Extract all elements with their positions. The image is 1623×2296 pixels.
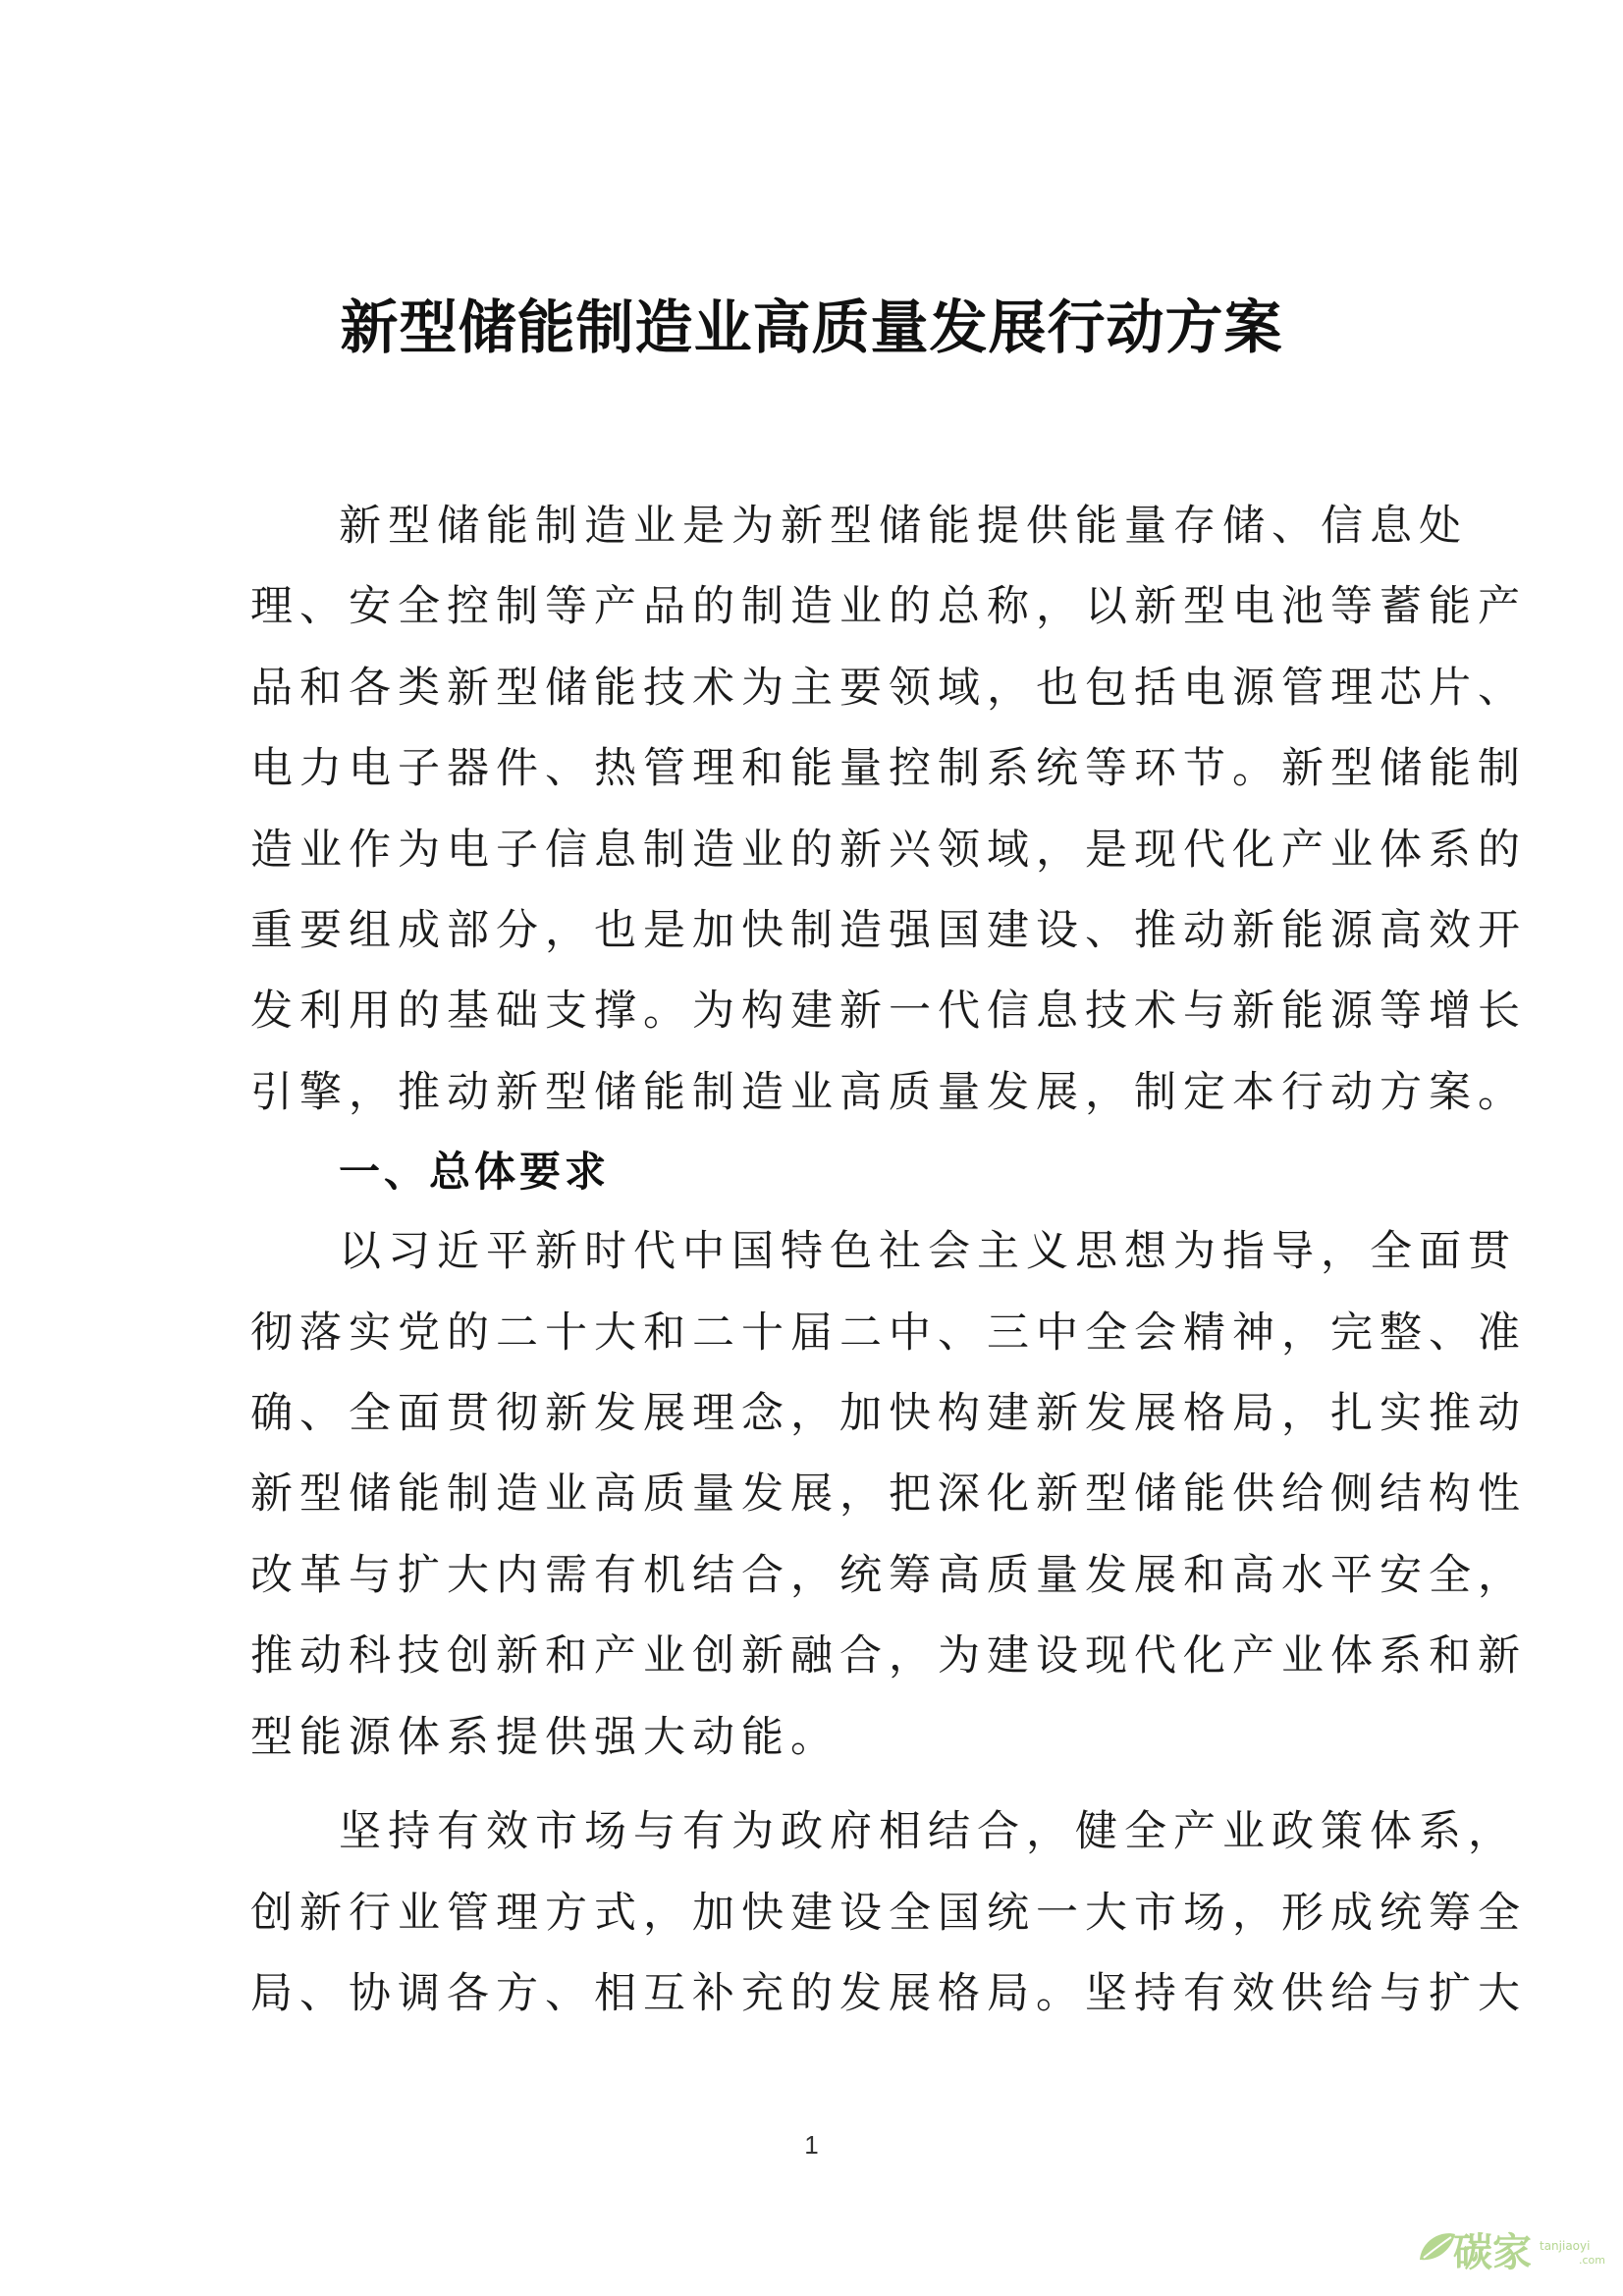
watermark-logo bbox=[1412, 2220, 1608, 2279]
section-paragraph bbox=[250, 1211, 1527, 1778]
intro-paragraph bbox=[250, 486, 1527, 1133]
watermark-suffix: .com bbox=[1579, 2254, 1605, 2267]
watermark-domain: tanjiaoyi bbox=[1540, 2239, 1591, 2253]
text-line: 发利用的基础支撑。为构建新一代信息技术与新能源等增长 bbox=[250, 987, 1527, 1037]
text-line: 彻落实党的二十大和二十届二中、三中全会精神，完整、准 bbox=[250, 1308, 1527, 1358]
document-title: 新型储能制造业高质量发展行动方案 bbox=[340, 294, 1283, 361]
text-line: 局、协调各方、相互补充的发展格局。坚持有效供给与扩大 bbox=[250, 1968, 1527, 2018]
section-paragraph bbox=[250, 1791, 1527, 2034]
watermark-brand: 碳家 bbox=[1453, 2230, 1532, 2275]
text-line: 以习近平新时代中国特色社会主义思想为指导，全面贯 bbox=[339, 1227, 1517, 1277]
text-line: 改革与扩大内需有机结合，统筹高质量发展和高水平安全， bbox=[250, 1550, 1527, 1600]
text-line: 理、安全控制等产品的制造业的总称，以新型电池等蓄能产 bbox=[250, 582, 1527, 632]
text-line: 新型储能制造业是为新型储能提供能量存储、信息处 bbox=[339, 502, 1468, 551]
text-line: 品和各类新型储能技术为主要领域，也包括电源管理芯片、 bbox=[250, 663, 1527, 713]
text-line: 坚持有效市场与有为政府相结合，健全产业政策体系， bbox=[339, 1807, 1517, 1857]
document-body bbox=[250, 486, 1527, 2034]
section-heading: 一、总体要求 bbox=[339, 1148, 611, 1197]
text-line: 新型储能制造业高质量发展，把深化新型储能供给侧结构性 bbox=[250, 1469, 1527, 1520]
text-line: 推动科技创新和产业创新融合，为建设现代化产业体系和新 bbox=[250, 1631, 1527, 1682]
text-line: 造业作为电子信息制造业的新兴领域，是现代化产业体系的 bbox=[250, 825, 1527, 875]
leaf-logo-icon bbox=[1412, 2220, 1608, 2279]
text-line: 确、全面贯彻新发展理念，加快构建新发展格局，扎实推动 bbox=[250, 1389, 1527, 1439]
text-line: 创新行业管理方式，加快建设全国统一大市场，形成统筹全 bbox=[250, 1888, 1527, 1938]
text-line: 重要组成部分，也是加快制造强国建设、推动新能源高效开 bbox=[250, 906, 1527, 956]
paragraph-gap bbox=[250, 1778, 1380, 1791]
text-line: 型能源体系提供强大动能。 bbox=[250, 1712, 839, 1762]
text-line: 引擎，推动新型储能制造业高质量发展，制定本行动方案。 bbox=[250, 1067, 1527, 1117]
page-number: 1 bbox=[804, 2130, 819, 2160]
text-line: 电力电子器件、热管理和能量控制系统等环节。新型储能制 bbox=[250, 744, 1527, 794]
